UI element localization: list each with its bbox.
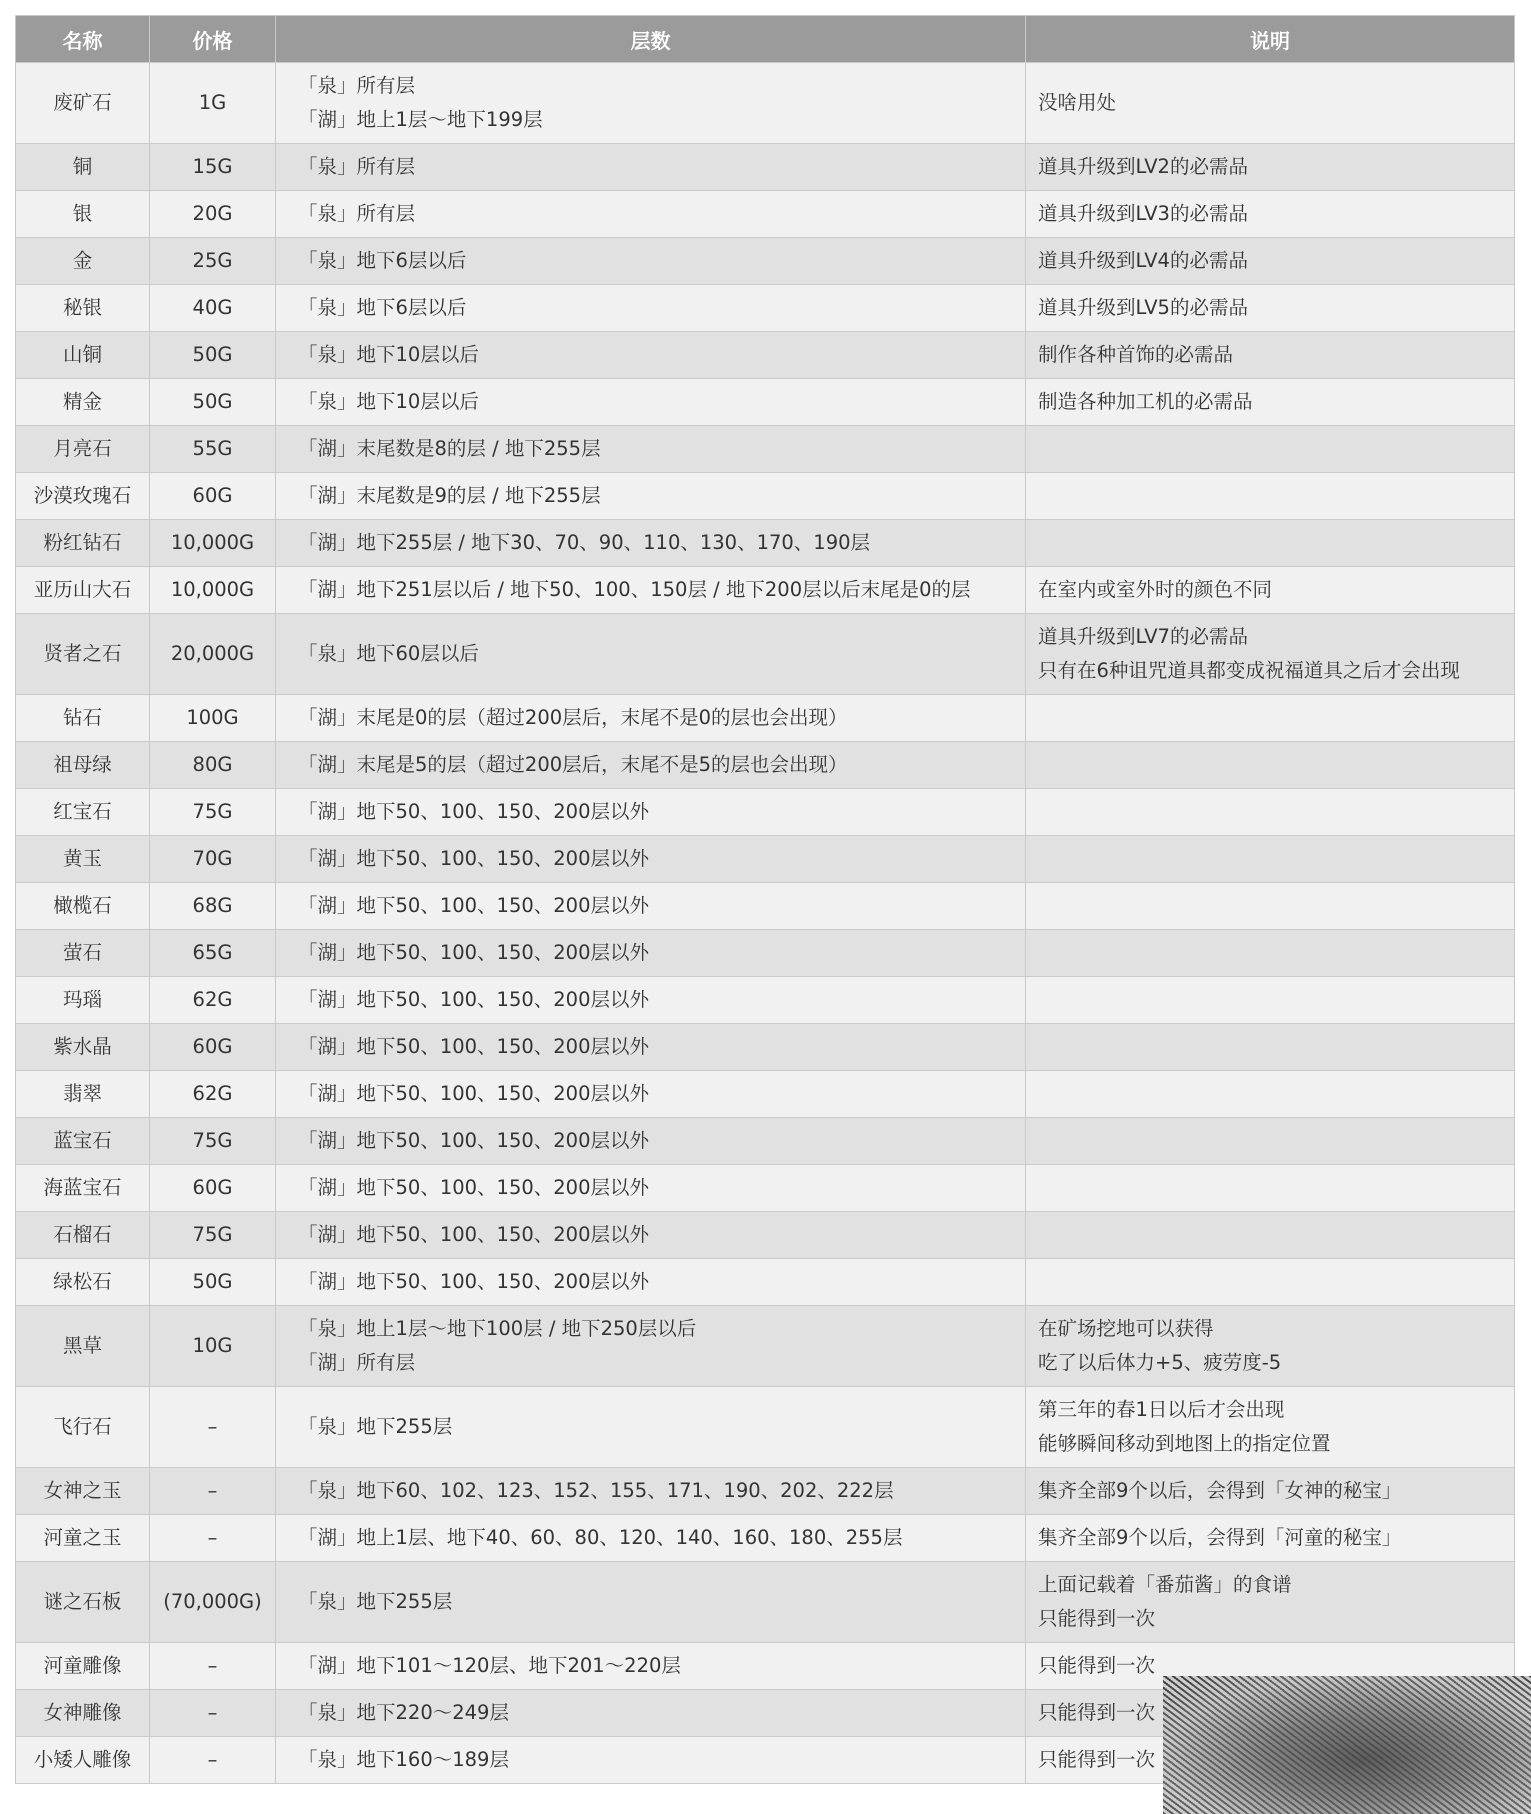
cell-name: 黄玉 [16,836,150,883]
table-row [16,1259,1515,1306]
cell-price: 60G [150,473,276,520]
cell-layers [276,1306,1026,1387]
cell-layers [276,379,1026,426]
cell-price: 75G [150,1118,276,1165]
cell-price: (70,000G) [150,1562,276,1643]
cell-name: 红宝石 [16,789,150,836]
layers-line: 「泉」地上1层～地下100层 / 地下250层以后 [298,1317,697,1340]
table-body [16,63,1515,1784]
noise-overlay-image [1163,1676,1531,1814]
cell-desc [1026,1306,1515,1387]
layers-line: 「湖」地下50、100、150、200层以外 [298,1129,649,1152]
cell-layers [276,883,1026,930]
ore-gem-table [15,15,1515,1784]
cell-name: 橄榄石 [16,883,150,930]
cell-desc [1026,567,1515,614]
cell-price: 1G [150,63,276,144]
layers-line: 「泉」地下10层以后 [298,390,479,413]
desc-line: 道具升级到LV3的必需品 [1038,202,1248,225]
cell-desc [1026,695,1515,742]
cell-name: 月亮石 [16,426,150,473]
layers-line: 「泉」所有层 [298,155,416,178]
cell-price: 10,000G [150,567,276,614]
cell-name: 亚历山大石 [16,567,150,614]
cell-layers [276,1387,1026,1468]
desc-line: 集齐全部9个以后，会得到「河童的秘宝」 [1038,1526,1402,1549]
cell-price: 50G [150,379,276,426]
layers-line: 「湖」地下50、100、150、200层以外 [298,1270,649,1293]
desc-line: 只能得到一次 [1038,1748,1156,1771]
cell-price: 60G [150,1165,276,1212]
table-row [16,1468,1515,1515]
layers-line: 「湖」地下50、100、150、200层以外 [298,988,649,1011]
cell-layers [276,1737,1026,1784]
cell-layers [276,742,1026,789]
cell-desc [1026,930,1515,977]
cell-layers [276,191,1026,238]
cell-name: 银 [16,191,150,238]
table-row [16,930,1515,977]
table-row [16,1387,1515,1468]
cell-price: 65G [150,930,276,977]
layers-line: 「湖」地下251层以后 / 地下50、100、150层 / 地下200层以后末尾是0的层 [298,578,971,601]
cell-desc [1026,614,1515,695]
cell-desc [1026,1071,1515,1118]
cell-layers [276,1024,1026,1071]
layers-line: 「泉」地下255层 [298,1590,453,1613]
cell-price: 20,000G [150,614,276,695]
cell-price: 60G [150,1024,276,1071]
table-row [16,695,1515,742]
table-row [16,1118,1515,1165]
layers-line: 「湖」地下50、100、150、200层以外 [298,1035,649,1058]
cell-price: 40G [150,285,276,332]
cell-name: 谜之石板 [16,1562,150,1643]
layers-line: 「泉」地下6层以后 [298,296,467,319]
table-row [16,1562,1515,1643]
cell-name: 钻石 [16,695,150,742]
layers-line: 「湖」地下50、100、150、200层以外 [298,941,649,964]
cell-price: 68G [150,883,276,930]
cell-desc [1026,144,1515,191]
layers-line: 「泉」地下220～249层 [298,1701,509,1724]
cell-name: 蓝宝石 [16,1118,150,1165]
cell-layers [276,285,1026,332]
cell-desc [1026,883,1515,930]
cell-layers [276,1562,1026,1643]
layers-line: 「湖」末尾数是8的层 / 地下255层 [298,437,601,460]
table-row [16,191,1515,238]
cell-layers [276,520,1026,567]
table-row [16,379,1515,426]
table-row [16,977,1515,1024]
cell-price: 100G [150,695,276,742]
cell-desc [1026,285,1515,332]
layers-line: 「泉」地下60层以后 [298,642,479,665]
cell-price: 70G [150,836,276,883]
desc-line: 上面记载着「番茄酱」的食谱 [1038,1573,1292,1596]
table-row [16,285,1515,332]
cell-price: – [150,1690,276,1737]
layers-line: 「湖」地下50、100、150、200层以外 [298,1223,649,1246]
header-layers: 层数 [276,16,1026,63]
layers-line: 「泉」地下160～189层 [298,1748,509,1771]
layers-line: 「湖」地下255层 / 地下30、70、90、110、130、170、190层 [298,531,871,554]
table-row [16,567,1515,614]
cell-name: 玛瑙 [16,977,150,1024]
cell-price: – [150,1468,276,1515]
cell-price: 10G [150,1306,276,1387]
cell-price: 80G [150,742,276,789]
header-row [16,16,1515,63]
cell-price: 50G [150,332,276,379]
cell-layers [276,238,1026,285]
cell-name: 山铜 [16,332,150,379]
cell-desc [1026,1165,1515,1212]
desc-line: 只能得到一次 [1038,1607,1156,1630]
cell-layers [276,1515,1026,1562]
cell-layers [276,1259,1026,1306]
layers-line: 「湖」地下50、100、150、200层以外 [298,1176,649,1199]
cell-desc [1026,1468,1515,1515]
cell-layers [276,614,1026,695]
table-row [16,1071,1515,1118]
table-row [16,144,1515,191]
cell-name: 粉红钻石 [16,520,150,567]
cell-layers [276,836,1026,883]
table-row [16,614,1515,695]
desc-line: 道具升级到LV7的必需品 [1038,625,1248,648]
cell-price: 75G [150,1212,276,1259]
cell-layers [276,1165,1026,1212]
cell-layers [276,144,1026,191]
desc-line: 道具升级到LV5的必需品 [1038,296,1248,319]
layers-line: 「湖」地上1层～地下199层 [298,108,543,131]
cell-layers [276,977,1026,1024]
table-row [16,473,1515,520]
cell-price: 62G [150,977,276,1024]
cell-name: 石榴石 [16,1212,150,1259]
layers-line: 「泉」地下6层以后 [298,249,467,272]
table-row [16,238,1515,285]
table-row [16,1515,1515,1562]
layers-line: 「湖」地上1层、地下40、60、80、120、140、160、180、255层 [298,1526,903,1549]
cell-layers [276,426,1026,473]
cell-layers [276,930,1026,977]
table-row [16,742,1515,789]
cell-name: 河童之玉 [16,1515,150,1562]
header-desc: 说明 [1026,16,1515,63]
cell-price: 75G [150,789,276,836]
cell-desc [1026,1259,1515,1306]
table-row [16,520,1515,567]
cell-desc [1026,473,1515,520]
table-row [16,332,1515,379]
table-row [16,426,1515,473]
table-row [16,1212,1515,1259]
cell-price: – [150,1737,276,1784]
cell-layers [276,789,1026,836]
layers-line: 「泉」地下10层以后 [298,343,479,366]
table-row [16,883,1515,930]
cell-name: 黑草 [16,1306,150,1387]
desc-line: 在矿场挖地可以获得 [1038,1317,1214,1340]
layers-line: 「湖」地下50、100、150、200层以外 [298,1082,649,1105]
layers-line: 「湖」地下101～120层、地下201～220层 [298,1654,681,1677]
desc-line: 只能得到一次 [1038,1701,1156,1724]
cell-price: – [150,1643,276,1690]
cell-desc [1026,1562,1515,1643]
table-row [16,1024,1515,1071]
cell-desc [1026,1118,1515,1165]
cell-price: 55G [150,426,276,473]
layers-line: 「湖」末尾数是9的层 / 地下255层 [298,484,601,507]
cell-layers [276,1468,1026,1515]
cell-desc [1026,238,1515,285]
desc-line: 道具升级到LV4的必需品 [1038,249,1248,272]
table-row [16,1165,1515,1212]
cell-name: 女神雕像 [16,1690,150,1737]
cell-price: 10,000G [150,520,276,567]
cell-name: 女神之玉 [16,1468,150,1515]
cell-layers [276,1643,1026,1690]
desc-line: 第三年的春1日以后才会出现 [1038,1398,1285,1421]
cell-desc [1026,520,1515,567]
cell-desc [1026,836,1515,883]
cell-layers [276,63,1026,144]
cell-layers [276,567,1026,614]
desc-line: 集齐全部9个以后，会得到「女神的秘宝」 [1038,1479,1402,1502]
table-row [16,1306,1515,1387]
cell-desc [1026,1024,1515,1071]
table-header [16,16,1515,63]
layers-line: 「湖」末尾是0的层（超过200层后，末尾不是0的层也会出现） [298,706,848,729]
cell-name: 萤石 [16,930,150,977]
layers-line: 「泉」地下255层 [298,1415,453,1438]
cell-name: 祖母绿 [16,742,150,789]
cell-layers [276,332,1026,379]
cell-name: 废矿石 [16,63,150,144]
desc-line: 制造各种加工机的必需品 [1038,390,1253,413]
desc-line: 吃了以后体力+5、疲劳度-5 [1038,1351,1282,1374]
cell-name: 铜 [16,144,150,191]
cell-name: 精金 [16,379,150,426]
cell-layers [276,1690,1026,1737]
cell-desc [1026,191,1515,238]
cell-price: – [150,1387,276,1468]
cell-desc [1026,789,1515,836]
cell-desc [1026,63,1515,144]
cell-name: 沙漠玫瑰石 [16,473,150,520]
layers-line: 「湖」地下50、100、150、200层以外 [298,847,649,870]
cell-desc [1026,742,1515,789]
cell-name: 紫水晶 [16,1024,150,1071]
cell-name: 小矮人雕像 [16,1737,150,1784]
cell-price: – [150,1515,276,1562]
ore-gem-table-container [15,15,1514,1784]
cell-desc [1026,426,1515,473]
desc-line: 制作各种首饰的必需品 [1038,343,1234,366]
cell-layers [276,1071,1026,1118]
cell-price: 50G [150,1259,276,1306]
cell-name: 秘银 [16,285,150,332]
cell-desc [1026,1515,1515,1562]
cell-layers [276,1118,1026,1165]
desc-line: 道具升级到LV2的必需品 [1038,155,1248,178]
cell-price: 62G [150,1071,276,1118]
cell-price: 25G [150,238,276,285]
cell-desc [1026,379,1515,426]
layers-line: 「湖」所有层 [298,1351,416,1374]
layers-line: 「湖」末尾是5的层（超过200层后，末尾不是5的层也会出现） [298,753,848,776]
cell-layers [276,695,1026,742]
layers-line: 「湖」地下50、100、150、200层以外 [298,800,649,823]
cell-name: 翡翠 [16,1071,150,1118]
header-name: 名称 [16,16,150,63]
layers-line: 「湖」地下50、100、150、200层以外 [298,894,649,917]
cell-name: 飞行石 [16,1387,150,1468]
cell-desc [1026,1212,1515,1259]
cell-name: 贤者之石 [16,614,150,695]
cell-desc [1026,1387,1515,1468]
layers-line: 「泉」地下60、102、123、152、155、171、190、202、222层 [298,1479,894,1502]
desc-line: 只能得到一次 [1038,1654,1156,1677]
cell-name: 河童雕像 [16,1643,150,1690]
table-row [16,789,1515,836]
cell-price: 15G [150,144,276,191]
cell-name: 海蓝宝石 [16,1165,150,1212]
table-row [16,63,1515,144]
cell-name: 金 [16,238,150,285]
layers-line: 「泉」所有层 [298,202,416,225]
layers-line: 「泉」所有层 [298,74,416,97]
desc-line: 在室内或室外时的颜色不同 [1038,578,1273,601]
table-row [16,836,1515,883]
desc-line: 只有在6种诅咒道具都变成祝福道具之后才会出现 [1038,659,1460,682]
cell-name: 绿松石 [16,1259,150,1306]
cell-desc [1026,977,1515,1024]
header-price: 价格 [150,16,276,63]
cell-layers [276,473,1026,520]
cell-price: 20G [150,191,276,238]
desc-line: 能够瞬间移动到地图上的指定位置 [1038,1432,1331,1455]
cell-layers [276,1212,1026,1259]
desc-line: 没啥用处 [1038,91,1117,114]
cell-desc [1026,332,1515,379]
